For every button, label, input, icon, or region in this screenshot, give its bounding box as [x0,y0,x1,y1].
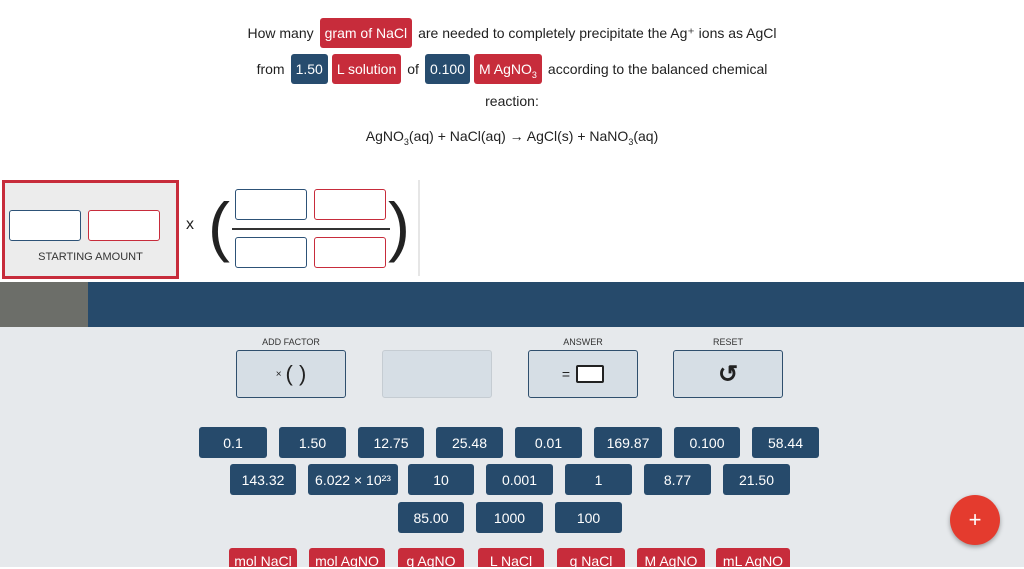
value-tile[interactable]: 0.1 [199,427,267,458]
value-tile[interactable]: 143.32 [230,464,296,495]
value-tile[interactable]: 0.100 [674,427,740,458]
question-reaction-label: reaction: [485,93,539,109]
denominator-unit-slot[interactable] [314,237,386,268]
add-factor-button[interactable] [236,350,346,398]
value-tile[interactable]: 169.87 [594,427,662,458]
equation-part-3: (aq) [633,128,659,144]
question-line-1 [0,18,1024,48]
balanced-equation [0,128,1024,147]
question-text-tail: according to the balanced chemical [547,61,768,77]
add-fab-button[interactable] [950,495,1000,545]
question-line-2 [0,54,1024,84]
numerator-unit-slot[interactable] [314,189,386,220]
reset-icon: ↺ [717,360,739,388]
equals-icon: = [561,366,571,382]
value-tile[interactable]: 58.44 [752,427,819,458]
volume-value-chip: 1.50 [291,54,328,84]
band-left-block [0,282,88,327]
value-tile[interactable]: 100 [555,502,622,533]
value-tile[interactable]: 8.77 [644,464,711,495]
question-line-3 [0,93,1024,109]
starting-amount-label: STARTING AMOUNT [38,251,143,263]
unit-tile[interactable]: M AgNO [637,548,705,567]
unit-tile[interactable]: mL AgNO [716,548,790,567]
question-text-prefix: How many [247,25,314,41]
band-header [88,282,1024,327]
starting-unit-slot[interactable] [88,210,160,241]
value-tile[interactable]: 1 [565,464,632,495]
unit-tile[interactable]: g NaCl [557,548,625,567]
add-factor-times-icon: × [275,368,282,380]
answer-label: ANSWER [563,337,603,347]
add-factor-label: ADD FACTOR [262,337,320,347]
value-tile[interactable]: 12.75 [358,427,424,458]
unit-tile[interactable]: mol NaCl [229,548,297,567]
starting-value-slot[interactable] [9,210,81,241]
denominator-value-slot[interactable] [235,237,307,268]
starting-amount-box[interactable] [2,180,179,279]
reset-button[interactable] [673,350,783,398]
plus-icon: + [968,507,982,532]
unit-tile[interactable]: L NaCl [478,548,544,567]
answer-box-icon [576,365,604,383]
unit-tile[interactable]: mol AgNO [309,548,385,567]
concentration-unit-sub: 3 [531,69,537,80]
equation-sub-2: 3 [628,136,634,147]
question-of: of [407,61,419,77]
unit-tile[interactable]: g AgNO [398,548,464,567]
value-tile[interactable]: 0.001 [486,464,553,495]
answer-button[interactable] [528,350,638,398]
concentration-unit-main: M AgNO [479,61,532,77]
value-tile[interactable]: 1000 [476,502,543,533]
value-tile[interactable]: 6.022 × 10²³ [308,464,398,495]
value-tile[interactable]: 85.00 [398,502,464,533]
question-from: from [256,61,285,77]
equation-part-2: (aq) + NaCl(aq) → AgCl(s) + NaNO [408,128,629,144]
concentration-value-chip: 0.100 [425,54,470,84]
reset-label: RESET [712,337,743,347]
empty-control-slot [382,350,492,398]
value-tile[interactable]: 21.50 [723,464,790,495]
multiply-symbol: x [186,216,194,233]
work-area-divider [418,180,420,276]
value-tile[interactable]: 0.01 [515,427,582,458]
value-tile[interactable]: 1.50 [279,427,346,458]
equation-part-1: AgNO [365,128,404,144]
add-factor-paren-icon: ( ) [285,361,307,386]
value-tile[interactable]: 10 [408,464,474,495]
question-unit-chip: gram of NaCl [320,18,412,48]
concentration-unit-chip [474,54,542,84]
left-paren-icon: ( [208,189,230,263]
value-tile[interactable]: 25.48 [436,427,503,458]
right-paren-icon: ) [388,189,410,263]
equation-sub-1: 3 [403,136,409,147]
volume-unit-chip: L solution [332,54,401,84]
fraction-bar [232,228,390,230]
numerator-value-slot[interactable] [235,189,307,220]
question-text-suffix: are needed to completely precipitate the Ag⁺ ions as AgCl [418,24,777,41]
